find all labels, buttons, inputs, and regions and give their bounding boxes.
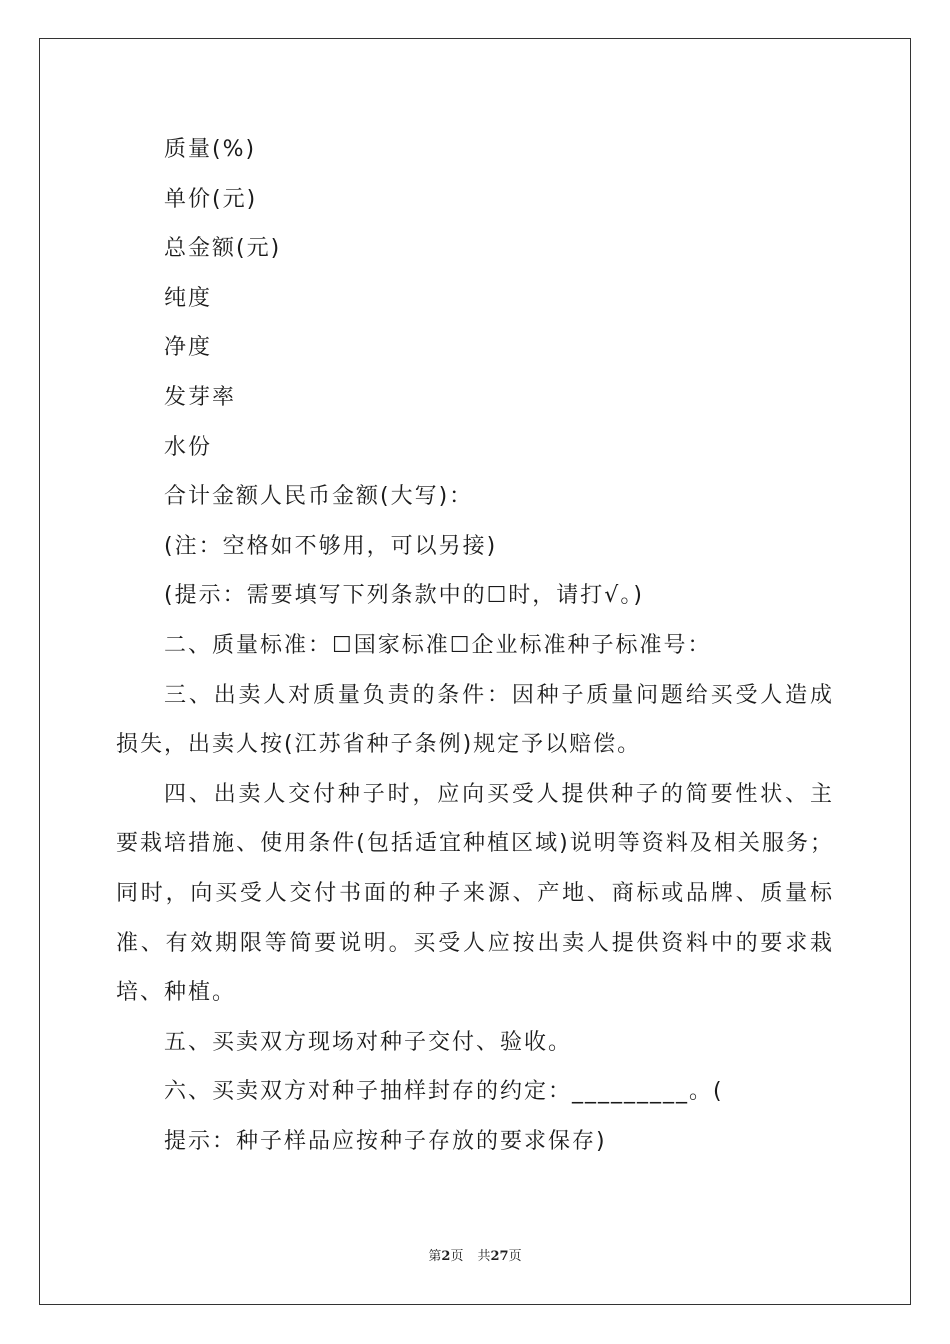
- footer-page-suffix: 页: [450, 1249, 464, 1264]
- text-line-hint: (提示：需要填写下列条款中的☐时，请打√。): [164, 583, 644, 609]
- text-line-quality: 质量(%): [164, 137, 257, 162]
- footer-total-number: 27: [490, 1249, 509, 1264]
- footer-page-prefix: 第: [428, 1249, 442, 1264]
- text-line-cleanliness: 净度: [164, 335, 213, 361]
- clause-6-hint: 提示：种子样品应按种子存放的要求保存): [164, 1128, 607, 1154]
- document-body: [116, 125, 834, 1166]
- clause-2-quality-standard: 二、质量标准：☐国家标准☐企业标准种子标准号：: [164, 632, 712, 658]
- clause-6-sampling: 六、买卖双方对种子抽样封存的约定：_________。(: [164, 1079, 724, 1105]
- text-line-germination-rate: 发芽率: [164, 384, 237, 410]
- text-line-total-amount: 总金额(元): [164, 236, 282, 262]
- text-line-unit-price: 单价(元): [164, 186, 258, 212]
- text-line-note: (注：空格如不够用，可以另接): [164, 533, 498, 559]
- footer-total-prefix: 共: [477, 1249, 491, 1264]
- footer-page-number: 2: [441, 1249, 451, 1264]
- text-line-moisture: 水份: [164, 434, 213, 460]
- text-line-total-rmb: 合计金额人民币金额(大写)：: [164, 484, 474, 510]
- footer-total-suffix: 页: [508, 1249, 522, 1264]
- clause-5-acceptance: 五、买卖双方现场对种子交付、验收。: [164, 1029, 573, 1055]
- page-footer: [0, 1245, 950, 1264]
- text-line-purity: 纯度: [164, 285, 213, 311]
- clause-3-seller-responsibility: 三、出卖人对质量负责的条件：因种子质量问题给买受人造成损失，出卖人按(江苏省种子条例)规定予以赔偿。: [116, 682, 834, 758]
- clause-4-delivery-info: 四、出卖人交付种子时，应向买受人提供种子的简要性状、主要栽培措施、使用条件(包括适宜种植区域)说明等资料及相关服务；同时，向买受人交付书面的种子来源、产地、商标或品牌、质量标准、有效期限等简要说明。买受人应按出卖人提供资料中的要求栽培、种植。: [116, 781, 834, 1006]
